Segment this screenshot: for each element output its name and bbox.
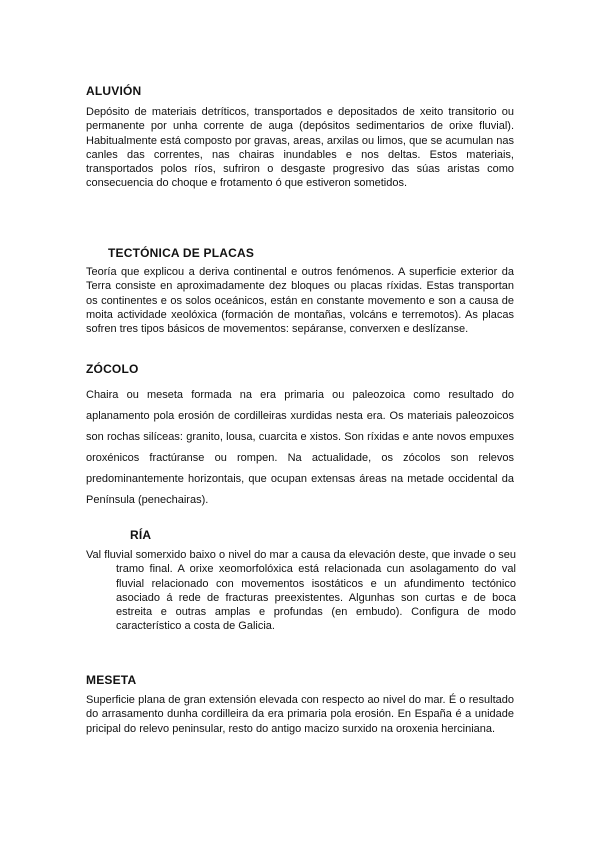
heading-meseta: MESETA <box>86 673 137 687</box>
paragraph-zocolo: Chaira ou meseta formada na era primaria ou paleozoica como resultado do aplanamento pola erosión de cordilleiras xurdidas nesta era. Os materiais paleozoicos son rochas silíceas: granito, lousa, cuarcita e xistos. Son ríxidas e ante novos empuxes oroxénicos fractúranse ou rompen. Na actualidade, os zócolos son relevos predominantemente horizontais, que ocupan extensas áreas na metade occidental da Península (penechairas). <box>86 389 514 506</box>
heading-zocolo: ZÓCOLO <box>86 362 139 376</box>
heading-ria: RÍA <box>130 528 152 542</box>
heading-tectonica-de-placas: TECTÓNICA DE PLACAS <box>108 246 255 260</box>
paragraph-ria: Val fluvial somerxido baixo o nivel do mar a causa da elevación deste, que invade o seu tramo final. A orixe xeomorfolóxica está relacionada cun asolagamento do val fluvial relacionado con movementos isostáticos e un afundimento tectónico asociado á rede de fracturas preexistentes. Algunhas son curtas e de boca estreita e outras amplas e profundas (en embudo). Configura de modo característico a costa de Galicia. <box>86 549 516 633</box>
paragraph-meseta: Superficie plana de gran extensión elevada con respecto ao nivel do mar. É o resultado do arrasamento dunha cordilleira da era primaria pola erosión. En España é a unidade pricipal do relevo peninsular, resto do antigo macizo surxido na oroxenia herciniana. <box>86 694 514 735</box>
heading-aluvion: ALUVIÓN <box>86 84 142 98</box>
paragraph-tectonica-de-placas: Teoría que explicou a deriva continental e outros fenómenos. A superficie exterior da Terra consiste en aproximadamente dez bloques ou placas ríxidas. Estas transportan os continentes e os solos oceánicos, están en constante movemento e son a causa de moita actividade xeolóxica (formación de montañas, volcáns e terremotos). As placas sofren tres tipos básicos de movementos: sepáranse, converxen e deslízanse. <box>86 266 514 336</box>
paragraph-aluvion: Depósito de materiais detríticos, transportados e depositados de xeito transitorio ou permanente por unha corrente de auga (depósitos sedimentarios de orixe fluvial). Habitualmente está composto por gravas, areas, arxilas ou limos, que se acumulan nas canles das correntes, nas chairas inundables e nos deltas. Estos materiais, transportados polos ríos, sufriron o desgaste progresivo das súas aristas como consecuencia do choque e frotamento ó que estiveron sometidos. <box>86 106 514 190</box>
